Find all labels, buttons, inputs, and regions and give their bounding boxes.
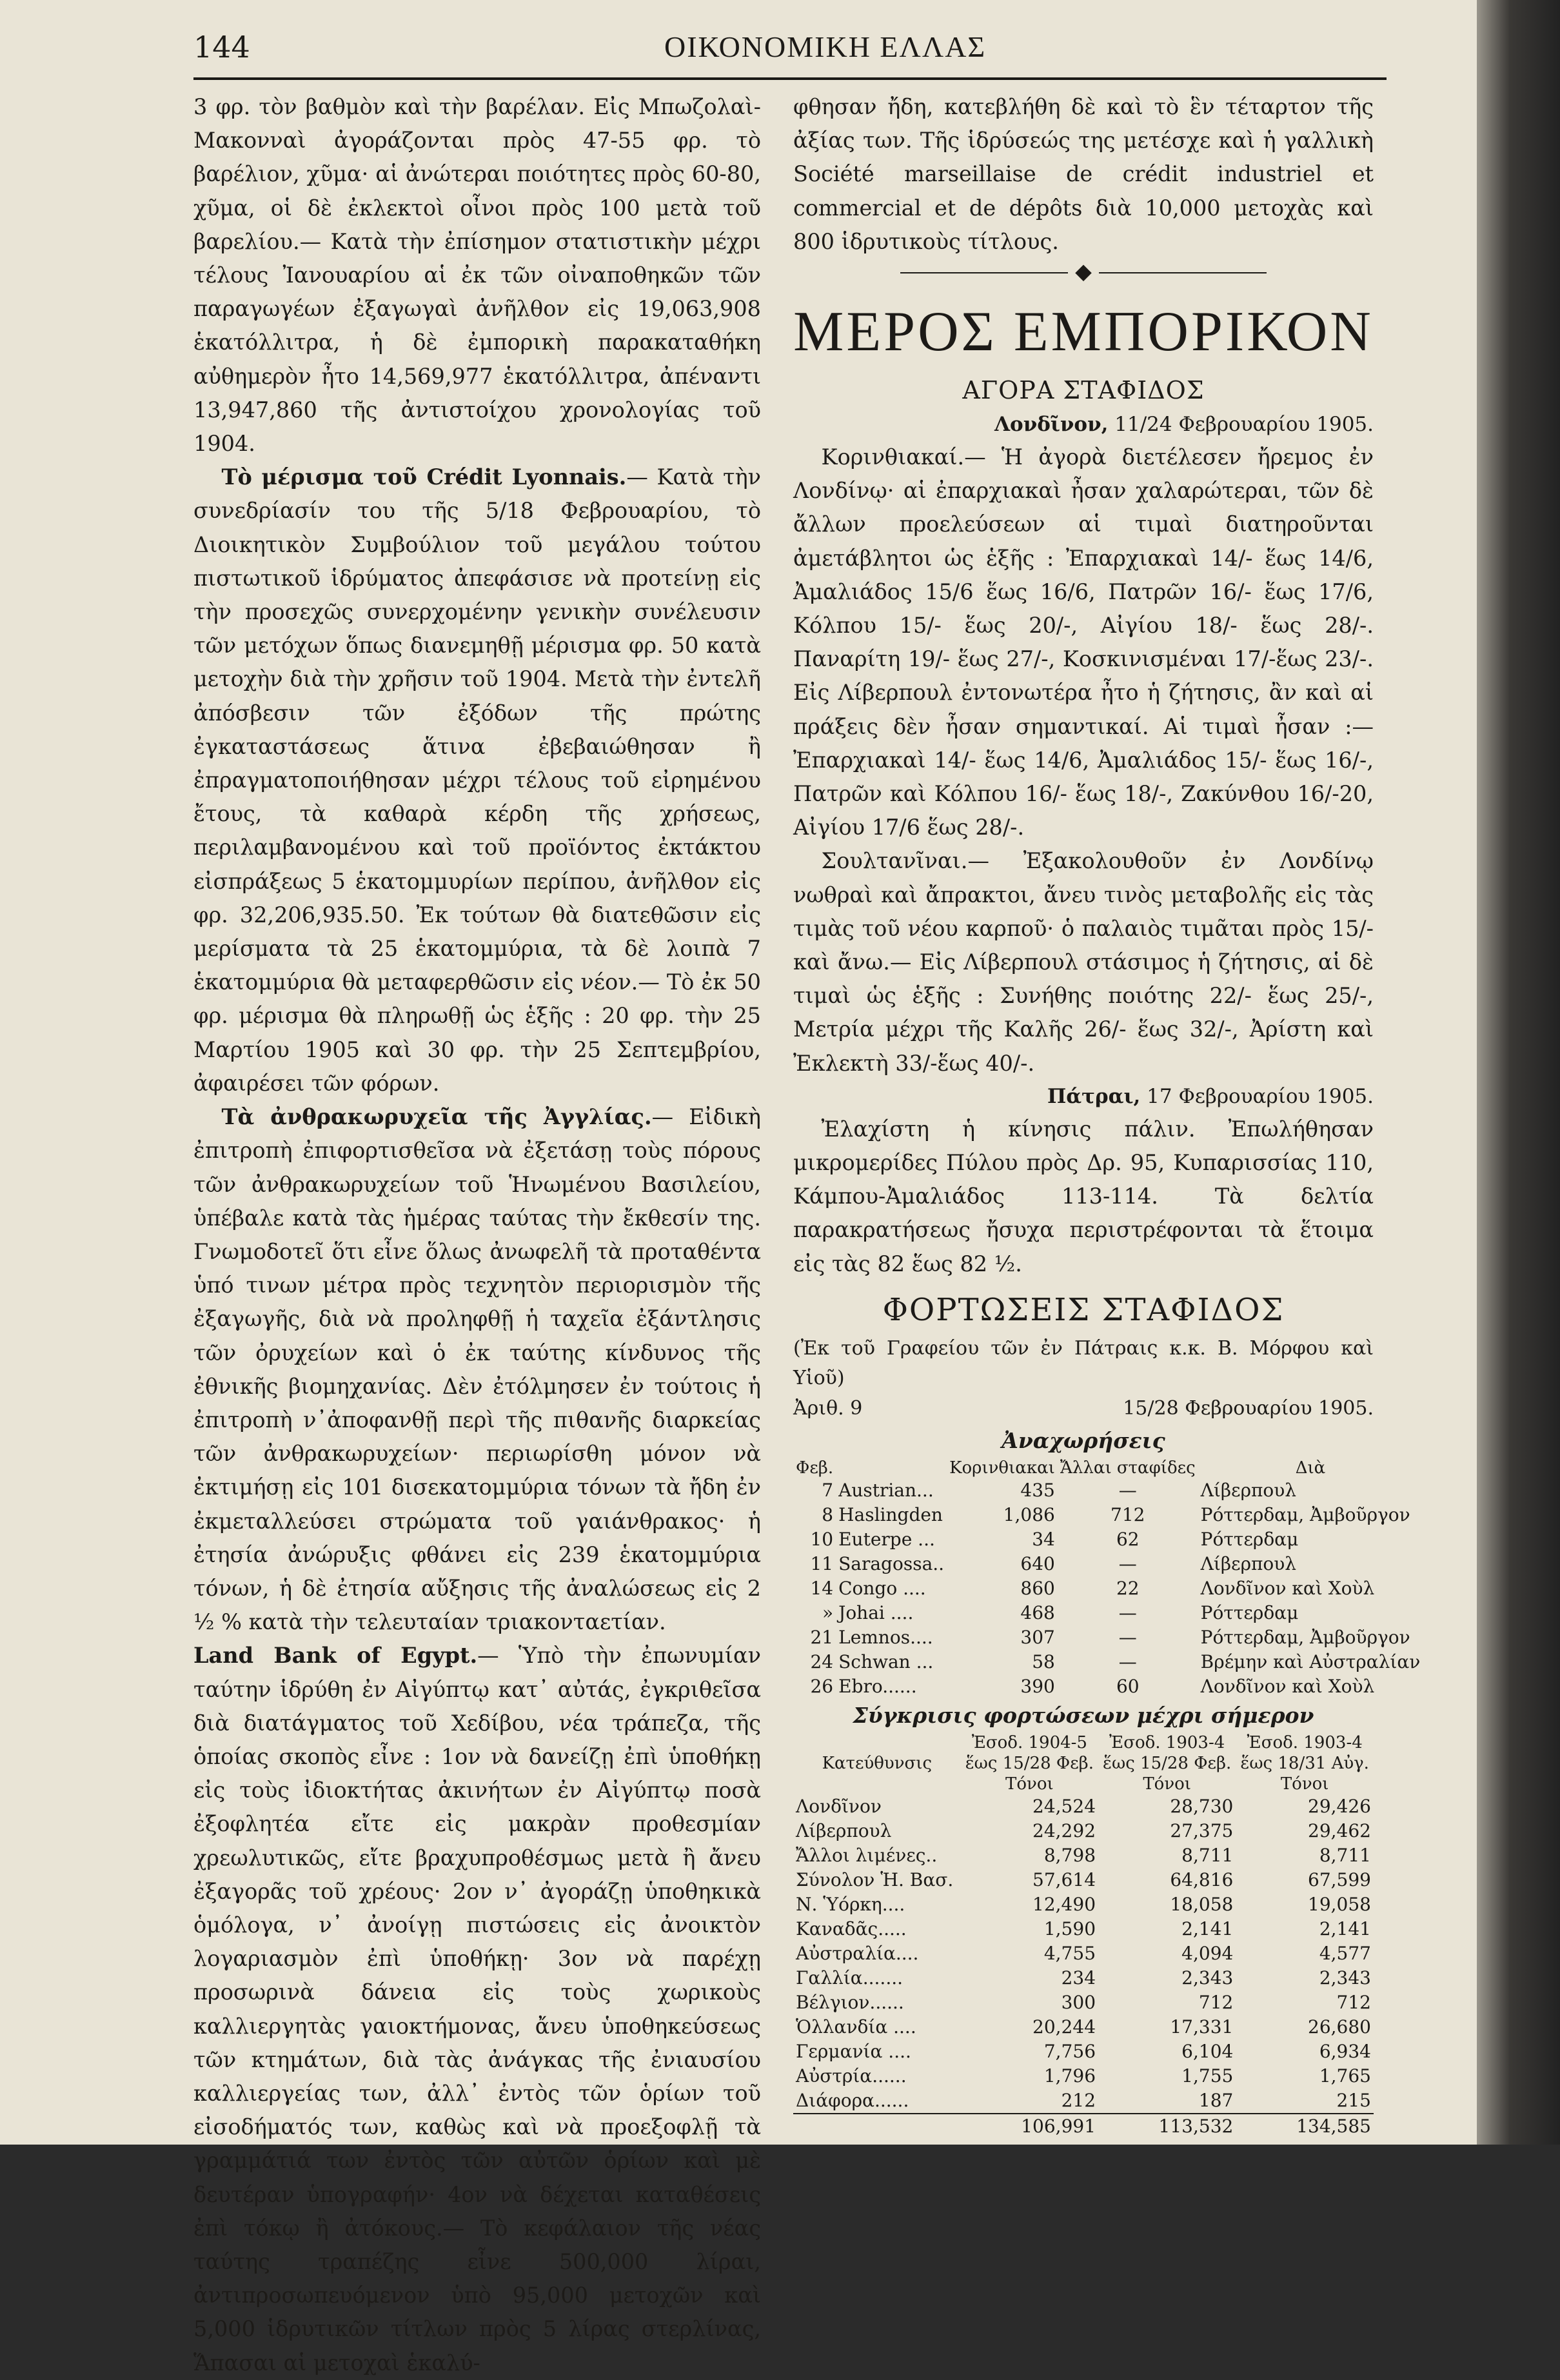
table-cell: — [1118, 1479, 1137, 1501]
table-cell: 18,058 [1170, 1893, 1234, 1915]
table-cell: 860 [1020, 1577, 1055, 1599]
paragraph-credit-lyonnais [193, 461, 761, 1100]
table-cell: 24 [810, 1651, 834, 1672]
table-cell: Haslingden [838, 1503, 943, 1525]
paragraph-continuation [793, 90, 1374, 259]
table-cell: 712 [1111, 1503, 1145, 1525]
table-cell: 8,711 [1319, 1844, 1371, 1866]
table-cell: Congo .... [838, 1577, 926, 1599]
table-cell: 21 [810, 1626, 834, 1648]
table-row [793, 1601, 1423, 1625]
table-row [793, 1527, 1423, 1552]
table-cell: 134,585 [1236, 2114, 1374, 2139]
table-cell: 7,756 [1043, 2040, 1096, 2062]
table-cell: 712 [1198, 1991, 1234, 2013]
table-row [793, 1966, 1374, 1990]
table-cell: Λονδῖνον καὶ Χοὺλ [1200, 1577, 1375, 1599]
dateline-patras [793, 1080, 1374, 1113]
table-cell: — [1118, 1602, 1137, 1623]
table-cell: 640 [1020, 1552, 1055, 1574]
table-cell: 17,331 [1170, 2016, 1234, 2038]
table-cell: 58 [1032, 1651, 1055, 1672]
table-cell: 2,141 [1319, 1918, 1371, 1939]
column-header: Κατεύθυνσις [822, 1753, 933, 1773]
table-cell: 6,934 [1319, 2040, 1371, 2062]
heading-land-bank: Land Bank of Egypt. [193, 1643, 478, 1669]
table-cell: 24,292 [1032, 1820, 1096, 1841]
table-cell: 215 [1336, 2089, 1371, 2111]
table-cell: 1,765 [1319, 2065, 1371, 2087]
table-row [793, 1650, 1423, 1674]
dateline-london [793, 408, 1374, 441]
table-cell: Euterpe ... [838, 1528, 935, 1550]
table-cell: Αὐστραλία.... [796, 1942, 919, 1964]
table-cell: Καναδᾶς..... [796, 1918, 907, 1939]
table-row [793, 1674, 1423, 1699]
table-cell: Βρέμην καὶ Αὐστραλίαν [1200, 1651, 1421, 1672]
table-row [793, 1917, 1374, 1941]
table-cell: 19,058 [1308, 1893, 1371, 1915]
column-header [836, 1458, 947, 1478]
dateline-city: Λονδῖνον, [994, 413, 1109, 437]
departures-table [793, 1458, 1423, 1699]
table-cell: 14 [810, 1577, 834, 1599]
column-header: Τόνοι [1143, 1774, 1191, 1794]
heading-corinthian: Κορινθιακαί. [821, 444, 965, 470]
section-title: ΜΕΡΟΣ ΕΜΠΟΡΙΚΟΝ [793, 301, 1374, 364]
table-cell: 2,141 [1181, 1918, 1234, 1939]
departures-body [793, 1478, 1423, 1699]
text-corinthian: — Ἡ ἀγορὰ διετέλεσεν ἤρεμος ἐν Λονδίνῳ· αἱ ἐπαρχιακαὶ ἦσαν χαλαρώτεραι, τῶν δὲ ἄλλων προελεύσεων αἱ τιμαὶ διατηροῦνται ἀμετάβλητοι ὡς ἑξῆς : Ἐπαρχιακαὶ 14/- ἕως 14/6, Ἀμαλιάδος 15/6 ἕως 16/6, Πατρῶν 16/- ἕως 17/6, Κόλπου 15/- ἕως 20/-, Αἰγίου 18/- ἕως 28/-. Παναρίτη 19/- ἕως 27/-, Κοσκινισμέναι 17/-ἕως 23/-. Εἰς Λίβερπουλ ἐντονωτέρα ἦτο ἡ ζήτησις, ἂν καὶ αἱ πράξεις δὲν ἦσαν σημαντικαί. Αἱ τιμαὶ ἦσαν :— Ἐπαρχιακαὶ 14/- ἕως 14/6, Ἀμαλιάδος 15/- ἕως 16/-, Πατρῶν καὶ Κόλπου 16/- ἕως 18/-, Ζακύνθου 16/-20, Αἰγίου 17/6 ἕως 28/-. [793, 444, 1374, 840]
table-cell: Λίβερπουλ [1200, 1479, 1297, 1501]
table-cell: 1,755 [1181, 2065, 1234, 2087]
heading-credit-lyonnais: Τὸ μέρισμα τοῦ Crédit Lyonnais. [221, 464, 627, 490]
table-cell: Schwan ... [838, 1651, 934, 1672]
header-rule [193, 77, 1387, 80]
table-row [793, 1941, 1374, 1966]
table-cell: 300 [1061, 1991, 1096, 2013]
table-cell: 22 [1116, 1577, 1140, 1599]
column-header: Ἐσοδ. 1903-4 [1109, 1732, 1225, 1752]
table-row [793, 1794, 1374, 1819]
text-sultanina: — Ἐξακολουθοῦν ἐν Λονδίνῳ νωθραὶ καὶ ἄπρακτοι, ἄνευ τινὸς μεταβολῆς εἰς τὰς τιμὰς τοῦ νέου καρποῦ· ὁ παλαιὸς τιμᾶται πρὸς 15/- καὶ ἄνω.— Εἰς Λίβερπουλ στάσιμος ἡ ζήτησις, αἱ δὲ τιμαὶ ὡς ἑξῆς : Συνήθης ποιότης 22/- ἕως 25/-, Μετρία μέχρι τῆς Καλῆς 26/- ἕως 32/-, Ἀρίστη καὶ Ἐκλεκτὴ 33/-ἕως 40/-. [793, 848, 1374, 1076]
table-cell: — [1118, 1651, 1137, 1672]
page-number: 144 [193, 30, 250, 64]
table-cell: 307 [1020, 1626, 1055, 1648]
table-cell: 468 [1020, 1602, 1055, 1623]
paragraph-land-bank [193, 1639, 761, 2379]
table-cell: — [1118, 1552, 1137, 1574]
column-header: Φεβ. [796, 1458, 834, 1478]
table-cell: 113,532 [1098, 2114, 1236, 2139]
table-row [793, 1819, 1374, 1843]
table-total-row [793, 2114, 1374, 2139]
table-cell: 1,796 [1043, 2065, 1096, 2087]
table-cell: 2,343 [1181, 1967, 1234, 1988]
column-header: Ἄλλαι σταφίδες [1060, 1458, 1196, 1478]
table-cell: 12,490 [1032, 1893, 1096, 1915]
table-cell: Λονδῖνον καὶ Χοὺλ [1200, 1675, 1375, 1697]
table-cell: Saragossa.. [838, 1552, 945, 1574]
table-cell: Ebro...... [838, 1675, 917, 1697]
right-column [793, 90, 1421, 2139]
table-cell: Διάφορα...... [796, 2089, 909, 2111]
table-cell: 187 [1198, 2089, 1234, 2111]
column-header: Ἐσοδ. 1903-4 [1247, 1732, 1363, 1752]
table-cell: 212 [1061, 2089, 1096, 2111]
shipments-source: (Ἐκ τοῦ Γραφείου τῶν ἐν Πάτραις κ.κ. Β. Μόρφου καὶ Υἱοῦ) [793, 1336, 1374, 1389]
table-cell: 106,991 [961, 2114, 1098, 2139]
column-header: Τόνοι [1005, 1774, 1054, 1794]
table-cell: 57,614 [1032, 1869, 1096, 1890]
column-header [793, 1774, 961, 1794]
table-cell: 29,462 [1308, 1820, 1371, 1841]
table-cell: Αὐστρία...... [796, 2065, 907, 2087]
table-cell: Ρόττερδαμ, Ἀμβοῦργον [1200, 1503, 1410, 1525]
table-cell: 67,599 [1308, 1869, 1371, 1890]
table-row [793, 1625, 1423, 1650]
table-cell: Ὁλλανδία .... [796, 2016, 916, 2038]
table-row [793, 1868, 1374, 1892]
column-header [793, 1732, 961, 1753]
table-cell: » [822, 1602, 834, 1623]
table-row [793, 1843, 1374, 1868]
table-cell: 11 [810, 1552, 834, 1574]
table-cell: 24,524 [1032, 1795, 1096, 1817]
heading-coal-mines: Τὰ ἀνθρακωρυχεῖα τῆς Ἀγγλίας. [221, 1104, 652, 1130]
table-cell: Ρόττερδαμ [1200, 1528, 1299, 1550]
dateline-date: 17 Φεβρουαρίου 1905. [1147, 1084, 1374, 1108]
table-cell: 6,104 [1181, 2040, 1234, 2062]
table-row [793, 1478, 1423, 1503]
table-cell: Ν. Ὑόρκη.... [796, 1893, 905, 1915]
table-cell: 28,730 [1170, 1795, 1234, 1817]
table-cell: 390 [1020, 1675, 1055, 1697]
table-cell: 10 [810, 1528, 834, 1550]
table-cell: 20,244 [1032, 2016, 1096, 2038]
table-cell: Λίβερπουλ [796, 1820, 892, 1841]
table-cell: — [1118, 1626, 1137, 1648]
table-cell: 60 [1116, 1675, 1140, 1697]
table-cell: 435 [1020, 1479, 1055, 1501]
shipments-title: ΦΟΡΤΩΣΕΙΣ ΣΤΑΦΙΔΟΣ [882, 1291, 1285, 1328]
column-header: Ἐσοδ. 1904-5 [971, 1732, 1087, 1752]
paragraph-wine: 3 φρ. τὸν βαθμὸν καὶ τὴν βαρέλαν. Εἰς Μπωζολαὶ-Μακονναὶ ἀγοράζονται πρὸς 47-55 φρ. τὸ βαρέλιον, χῦμα· αἱ ἀνώτεραι ποιότητες πρὸς 60-80, χῦμα, οἱ δὲ ἐκλεκτοὶ οἶνοι πρὸς 100 μετὰ τοῦ βαρελίου.— Κατὰ τὴν ἐπίσημον στατιστικὴν μέχρι τέλους Ἰανουαρίου αἱ ἐκ τῶν οἰναποθηκῶν τῶν παραγωγέων ἐξαγωγαὶ ἀνῆλθον εἰς 19,063,908 ἑκατόλλιτρα, ἡ δὲ ἐμπορικὴ παρακαταθήκη αὐθημερὸν ἦτο 14,569,977 ἑκατόλλιτρα, ἀπέναντι 13,947,860 τῆς ἀντιστοίχου χρονολογίας τοῦ 1904. [193, 94, 761, 457]
paragraph-corinthian [793, 441, 1374, 844]
dateline-date: 11/24 Φεβρουαρίου 1905. [1114, 413, 1374, 437]
text-coal-mines: — Εἰδικὴ ἐπιτροπὴ ἐπιφορτισθεῖσα νὰ ἐξετάσῃ τοὺς πόρους τῶν ἀνθρακωρυχείων τοῦ Ἡνωμένου Βασιλείου, ὑπέβαλε κατὰ τὰς ἡμέρας ταύτας τὴν ἔκθεσίν της. Γνωμοδοτεῖ ὅτι εἶνε ὅλως ἀνωφελῆ τὰ προταθέντα ὑπό τινων μέτρα πρὸς τεχνητὸν περιορισμὸν τῆς ἐξαγωγῆς, διὰ νὰ προληφθῇ ἡ ταχεῖα ἐξάντλησις τῶν ὀρυχείων καὶ ὁ ἐκ ταύτης κίνδυνος τῆς ἐθνικῆς βιομηχανίας. Δὲν ἐτόλμησεν ἐν τούτοις ἡ ἐπιτροπὴ ν᾽ἀποφανθῇ περὶ τῆς πιθανῆς διαρκείας τῶν ἀνθρακωρυχείων· περιωρίσθη μόνον νὰ ἐκτιμήσῃ εἰς 101 δισεκατομμύρια τόνων τὰ ἤδη ἐν ἐκμεταλλεύσει στρώματα τοῦ γαιάνθρακος· ἡ ἐτησία ἀνώρυξις φθάνει εἰς 239 ἑκατομμύρια τόνων, ἡ δὲ ἐτησία αὔξησις τῆς ἀναλώσεως εἰς 2 ½ % κατὰ τὴν τελευταίαν τριακονταετίαν. [193, 1104, 761, 1635]
table-cell [793, 2114, 961, 2139]
comparison-body [793, 1794, 1374, 2114]
table-cell: 8,711 [1181, 1844, 1234, 1866]
table-cell: 8 [822, 1503, 834, 1525]
table-row [793, 1503, 1423, 1527]
table-cell: Γερμανία .... [796, 2040, 911, 2062]
table-row [793, 2088, 1374, 2114]
column-header: Διὰ [1295, 1458, 1326, 1478]
issue-date: 15/28 Φεβρουαρίου 1905. [1123, 1396, 1374, 1420]
table-row [793, 1576, 1423, 1601]
comparison-title: Σύγκρισις φορτώσεων μέχρι σήμερον [853, 1702, 1314, 1728]
journal-title: ΟΙΚΟΝΟΜΙΚΗ ΕΛΛΑΣ [664, 30, 987, 63]
divider-ornament: ◆ [793, 264, 1374, 279]
table-cell: 62 [1116, 1528, 1140, 1550]
table-cell: 34 [1032, 1528, 1055, 1550]
paragraph-coal-mines [193, 1100, 761, 1639]
table-row [793, 1892, 1374, 1917]
table-cell: 4,755 [1043, 1942, 1096, 1964]
column-header: ἕως 18/31 Αὐγ. [1240, 1753, 1369, 1773]
subsection-title: ΑΓΟΡΑ ΣΤΑΦΙΔΟΣ [962, 376, 1205, 405]
table-cell: 26,680 [1308, 2016, 1371, 2038]
table-row [793, 1990, 1374, 2015]
table-header-row [793, 1753, 1374, 1774]
text-credit-lyonnais: — Κατὰ τὴν συνεδρίασίν του τῆς 5/18 Φεβρουαρίου, τὸ Διοικητικὸν Συμβούλιον τοῦ μεγάλου τούτου πιστωτικοῦ ἱδρύματος ἀπεφάσισε νὰ προτείνῃ εἰς τὴν προσεχῶς συνερχομένην γενικὴν συνέλευσιν τῶν μετόχων ὅπως διανεμηθῇ μέρισμα φρ. 50 κατὰ μετοχὴν διὰ τὴν χρῆσιν τοῦ 1904. Μετὰ τὴν ἐντελῆ ἀπόσβεσιν τῶν ἐξόδων τῆς πρώτης ἐγκαταστάσεως ἅτινα ἐβεβαιώθησαν ἢ ἐπραγματοποιήθησαν μέχρι τέλους τοῦ εἰρημένου ἔτους, τὰ καθαρὰ κέρδη τῆς χρήσεως, περιλαμβανομένου καὶ τοῦ προϊόντος ἐκτάκτου εἰσπράξεως 5 ἑκατομμυρίων περίπου, ἀνῆλθον εἰς φρ. 32,206,935.50. Ἐκ τούτων θὰ διατεθῶσιν εἰς μερίσματα τὰ 25 ἑκατομμύρια, τὰ δὲ λοιπὰ 7 ἑκατομμύρια θὰ μεταφερθῶσιν εἰς νέον.— Τὸ ἐκ 50 φρ. μέρισμα θὰ πληρωθῇ ὡς ἑξῆς : 20 φρ. τὴν 25 Μαρτίου 1905 καὶ 30 φρ. τὴν 25 Σεπτεμβρίου, ἀφαιρέσει τῶν φόρων. [193, 464, 762, 1096]
table-cell: Βέλγιον...... [796, 1991, 904, 2013]
departures-title: Ἀναχωρήσεις [1002, 1427, 1165, 1453]
table-cell: Johai .... [838, 1602, 914, 1623]
left-column [193, 90, 761, 2380]
company-name: Société marseillaise de crédit industriel et commercial et de dépôts [793, 161, 1374, 221]
table-cell: 4,094 [1181, 1942, 1234, 1964]
table-cell: Λονδῖνον [796, 1795, 882, 1817]
column-header: Κορινθιακαι [949, 1458, 1055, 1478]
continuation-text-end: διὰ 10,000 μετοχὰς καὶ 800 ἱδρυτικοὺς τίτλους. [793, 195, 1374, 254]
table-header-row [793, 1458, 1423, 1478]
table-cell: Ρόττερδαμ [1200, 1602, 1299, 1623]
table-cell: 27,375 [1170, 1820, 1234, 1841]
table-cell: 29,426 [1308, 1795, 1371, 1817]
table-cell: Ἄλλοι λιμένες.. [796, 1844, 938, 1866]
table-cell: Γαλλία....... [796, 1967, 903, 1988]
column-header: ἕως 15/28 Φεβ. [1103, 1753, 1232, 1773]
table-cell: 64,816 [1170, 1869, 1234, 1890]
issue-number: Ἀριθ. 9 [793, 1396, 863, 1420]
page-edge [1477, 0, 1560, 2145]
table-cell: 2,343 [1319, 1967, 1371, 1988]
dateline-city: Πάτραι, [1047, 1084, 1141, 1108]
table-cell: 26 [810, 1675, 834, 1697]
table-header-row [793, 1774, 1374, 1794]
table-row [793, 2015, 1374, 2039]
table-cell: 8,798 [1043, 1844, 1096, 1866]
table-cell: 4,577 [1319, 1942, 1371, 1964]
table-cell: 1,590 [1043, 1918, 1096, 1939]
table-cell: 1,086 [1003, 1503, 1055, 1525]
column-header: Τόνοι [1280, 1774, 1329, 1794]
paragraph-patras: Ἐλαχίστη ἡ κίνησις πάλιν. Ἐπωλήθησαν μικρομερίδες Πύλου πρὸς Δρ. 95, Κυπαρισσίας 110, Κάμπου-Ἀμαλιάδος 113-114. Τὰ δελτία παρακρατήσεως ἤσυχα περιστρέφονται τὰ ἕτοιμα εἰς τὰς 82 ἕως 82 ½. [793, 1116, 1374, 1276]
column-header: ἕως 15/28 Φεβ. [965, 1753, 1094, 1773]
table-cell: Λίβερπουλ [1200, 1552, 1297, 1574]
shipments-meta [793, 1393, 1374, 1424]
table-row [793, 2064, 1374, 2088]
continuation-text: φθησαν ἤδη, κατεβλήθη δὲ καὶ τὸ ἓν τέταρτον τῆς ἀξίας των. Τῆς ἱδρύσεώς της μετέσχε καὶ ἡ γαλλικὴ [793, 94, 1374, 154]
table-cell: 234 [1061, 1967, 1096, 1988]
heading-sultanina: Σουλτανῖναι. [821, 848, 968, 874]
text-land-bank: — Ὑπὸ τὴν ἐπωνυμίαν ταύτην ἱδρύθη ἐν Αἰγύπτῳ κατ᾽ αὐτάς, ἐγκριθεῖσα διὰ διατάγματος τοῦ Χεδίβου, νέα τράπεζα, τῆς ὁποίας σκοπὸς εἶνε : 1ον νὰ δανείζῃ ἐπὶ ὑποθήκῃ εἰς τοὺς ἰδιοκτήτας ἀκινήτων ἐν Αἰγύπτῳ ποσὰ ἐξοφλητέα εἴτε εἰς μακρὰν προθεσμίαν χρεωλυτικῶς, εἴτε βραχυπροθέσμως μετὰ ἢ ἄνευ ἐξαγορᾶς τοῦ χρέους· 2ον ν᾽ ἀγοράζῃ ὑποθηκικὰ ὁμόλογα, ν᾽ ἀνοίγῃ πιστώσεις εἰς ἀνοικτὸν λογαριασμὸν ἐπὶ ὑποθήκῃ· 3ον νὰ παρέχῃ προσωρινὰ δάνεια εἰς τοὺς χωρικοὺς καλλιεργητὰς γαιοκτήμονας, ἄνευ ὑποθηκεύσεως τῶν κτημάτων, διὰ τὰς ἀνάγκας τῆς ἐνιαυσίου καλλιεργείας των, ἀλλ᾽ ἐντὸς τῶν ὁρίων τοῦ εἰσοδήματός των, καθὼς καὶ νὰ προεξοφλῇ τὰ γραμμάτιά των ἐντὸς τῶν αὐτῶν ὁρίων καὶ μὲ δευτέραν ὑπογραφήν· 4ον νὰ δέχεται καταθέσεις ἐπὶ τόκῳ ἢ ἀτόκους.— Τὸ κεφάλαιον τῆς νέας ταύτης τραπέζης εἶνε 500,000 λίραι, ἀντιπροσωπευόμενον ὑπὸ 95,000 μετοχῶν καὶ 5,000 ἱδρυτικῶν τίτλων πρὸς 5 λίρας στερλίνας, Ἅπασαι αἱ μετοχαὶ ἑκαλύ- [193, 1643, 762, 2375]
table-header-row [793, 1732, 1374, 1753]
comparison-table [793, 1732, 1374, 2139]
table-cell: Ρόττερδαμ, Ἀμβοῦργον [1200, 1626, 1410, 1648]
table-row [793, 1552, 1423, 1576]
running-header [0, 25, 1477, 76]
paragraph-sultanina [793, 844, 1374, 1080]
table-cell: 7 [822, 1479, 834, 1501]
table-cell: Lemnos.... [838, 1626, 933, 1648]
table-row [793, 2039, 1374, 2064]
table-cell: Σύνολον Ἡ. Βασ. [796, 1869, 954, 1890]
table-cell: Austrian... [838, 1479, 934, 1501]
table-cell: 712 [1336, 1991, 1371, 2013]
